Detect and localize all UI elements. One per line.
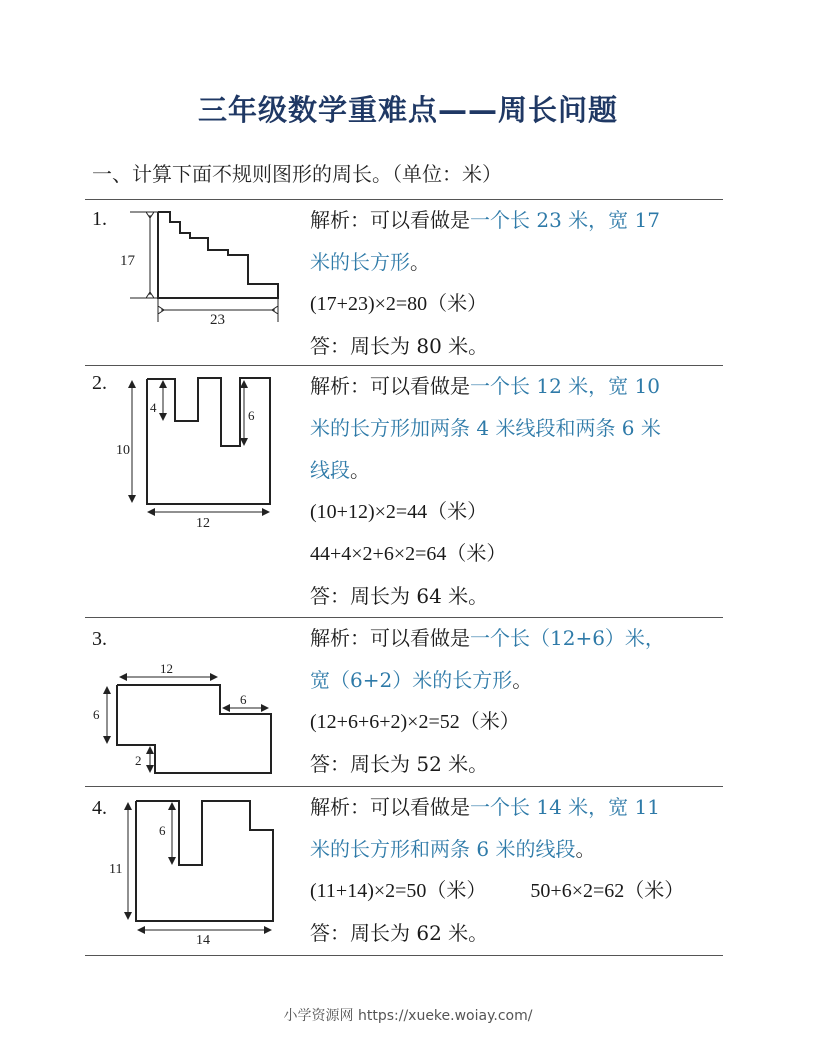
- problem-number: 1.: [92, 208, 107, 230]
- answer: 答：周长为 62 米。: [310, 921, 489, 945]
- left-label: 6: [93, 707, 100, 722]
- width-label: 14: [196, 933, 210, 948]
- formula: (10+12)×2=44（米）: [310, 501, 488, 523]
- explanation-2: [310, 365, 730, 617]
- staircase-figure: [110, 205, 300, 330]
- punctuation: 。: [350, 458, 370, 482]
- height-label: 10: [116, 443, 130, 458]
- analysis-label: 解析：可以看做是: [310, 374, 470, 398]
- explanation-3: [310, 617, 730, 785]
- footer-source: 小学资源网 https://xueke.woiay.com/: [283, 1008, 533, 1024]
- punctuation: 。: [410, 250, 430, 274]
- top-label: 12: [160, 661, 173, 676]
- table-rule: [85, 955, 723, 956]
- analysis-highlight: 一个长 12 米，宽 10: [470, 374, 660, 398]
- analysis-label: 解析：可以看做是: [310, 626, 470, 650]
- step-figure: [90, 655, 290, 785]
- explanation-4: [310, 786, 730, 954]
- explanation-1: [310, 199, 730, 367]
- problem-number: 3.: [92, 628, 107, 650]
- punctuation: 。: [575, 837, 596, 861]
- notch-label: 6: [159, 823, 166, 838]
- notch-label: 6: [248, 408, 255, 423]
- section-heading: 一、计算下面不规则图形的周长。（单位：米）: [92, 162, 502, 186]
- analysis-highlight: 宽（6+2）米的长方形: [310, 668, 513, 692]
- analysis-label: 解析：可以看做是: [310, 208, 470, 232]
- analysis-highlight: 米的长方形和两条 6 米的线段: [310, 837, 576, 861]
- formula: 44+4×2+6×2=64（米）: [310, 543, 507, 565]
- step-label: 6: [240, 692, 247, 707]
- width-label: 12: [196, 516, 210, 530]
- analysis-highlight: 一个长（12+6）米，: [470, 626, 665, 650]
- analysis-highlight: 米的长方形: [310, 250, 410, 274]
- notched-figure: [105, 795, 295, 955]
- analysis-highlight: 米的长方形加两条 4 米线段和两条 6 米: [310, 416, 661, 440]
- analysis-highlight: 一个长 23 米，宽 17: [470, 208, 660, 232]
- formula: (12+6+6+2)×2=52（米）: [310, 711, 520, 733]
- answer: 答：周长为 52 米。: [310, 752, 489, 776]
- analysis-highlight: 线段: [310, 458, 350, 482]
- formula: (17+23)×2=80（米）: [310, 293, 488, 315]
- formula: (11+14)×2=50（米）: [310, 880, 487, 902]
- bottom-step-label: 2: [135, 753, 142, 768]
- answer: 答：周长为 64 米。: [310, 584, 489, 608]
- notch-label: 4: [150, 400, 157, 415]
- page-title: 三年级数学重难点——周长问题: [197, 93, 618, 127]
- analysis-highlight: 一个长 14 米，宽 11: [470, 795, 660, 819]
- height-label: 17: [120, 253, 135, 269]
- formula: 50+6×2=62（米）: [530, 880, 685, 902]
- analysis-label: 解析：可以看做是: [310, 795, 470, 819]
- problem-number: 4.: [92, 797, 107, 819]
- punctuation: 。: [512, 668, 533, 692]
- height-label: 11: [109, 862, 123, 877]
- answer: 答：周长为 80 米。: [310, 334, 489, 358]
- problem-number: 2.: [92, 372, 107, 394]
- width-label: 23: [210, 312, 225, 328]
- comb-figure: [110, 370, 300, 530]
